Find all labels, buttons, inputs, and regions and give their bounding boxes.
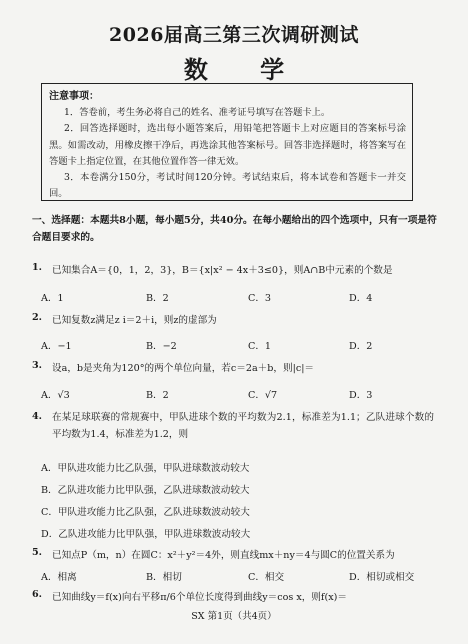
question-text: 已知曲线y＝f(x)向右平移π/6个单位长度得到曲线y＝cos x，则f(x)＝ — [52, 592, 347, 603]
question-4-text: 在某足球联赛的常规赛中，甲队进球个数的平均数为2.1，标准差为1.1；乙队进球个数的平均数为1.4，标准差为1.2，则 — [52, 412, 434, 440]
question-number: 1. — [32, 262, 43, 273]
question-text: 已知复数z满足z i＝2＋i，则z的虚部为 — [52, 315, 217, 326]
option-d: D．相切或相交 — [349, 572, 415, 583]
option-b: B．相切 — [146, 572, 182, 583]
notice-item-3: 3．本卷满分150分，考试时间120分钟。考试结束后，将本试卷和答题卡一并交回。 — [49, 172, 406, 200]
page-footer: SX 第1页（共4页） — [191, 611, 277, 622]
section-1-text: 一、选择题：本题共8小题，每小题5分，共40分。在每小题给出的四个选项中，只有一项是符合题目要求的。 — [32, 215, 437, 243]
notice-item-2: 2．回答选择题时，选出每小题答案后，用铅笔把答题卡上对应题目的答案标号涂黑。如需改动，用橡皮擦干净后，再选涂其他答案标号。回答非选择题时，将答案写在答题卡上指定位置，在其他位置作答一律无效。 — [49, 123, 406, 167]
question-number: 3. — [32, 360, 43, 371]
question-number: 2. — [32, 312, 43, 323]
question-text: 已知集合A＝{0，1，2，3}，B＝{x|x² − 4x＋3≤0}，则A∩B中元素的个数是 — [52, 265, 393, 276]
option-c: C．相交 — [248, 572, 285, 583]
section-heading — [32, 212, 438, 246]
question-number: 5. — [32, 547, 43, 558]
option-a: A．1 — [41, 293, 64, 304]
option-a: A．甲队进攻能力比乙队强，甲队进球数波动较大 — [41, 463, 250, 474]
option-a: A．相离 — [41, 572, 77, 583]
option-a: A．√3 — [41, 390, 70, 401]
option-b: B．−2 — [146, 341, 177, 352]
option-d: D．乙队进攻能力比甲队强，甲队进球数波动较大 — [41, 529, 251, 540]
option-d: D．4 — [349, 293, 373, 304]
exam-title: 2026届高三第三次调研测试 — [109, 24, 359, 46]
question-text: 已知点P（m，n）在圆C：x²＋y²＝4外，则直线mx＋ny＝4与圆C的位置关系为 — [52, 550, 395, 561]
option-d: D．2 — [349, 341, 373, 352]
option-a: A．−1 — [41, 341, 72, 352]
notice-box — [41, 83, 413, 201]
option-b: B．2 — [146, 293, 169, 304]
question-text: 设a，b是夹角为120°的两个单位向量，若c＝2a＋b，则|c|＝ — [52, 363, 315, 374]
notice-heading: 注意事项： — [49, 91, 99, 102]
option-c: C．甲队进攻能力比乙队强，乙队进球数波动较大 — [41, 507, 250, 518]
option-b: B．乙队进攻能力比甲队强，乙队进球数波动较大 — [41, 485, 250, 496]
option-d: D．3 — [349, 390, 373, 401]
option-c: C．√7 — [248, 390, 278, 401]
question-number: 4. — [32, 411, 43, 422]
question-number: 6. — [32, 589, 43, 600]
notice-item-1: 1．答卷前，考生务必将自己的姓名、准考证号填写在答题卡上。 — [64, 107, 331, 119]
subject-title: 数 学 — [183, 55, 307, 84]
option-c: C．1 — [248, 341, 272, 352]
option-b: B．2 — [146, 390, 169, 401]
option-c: C．3 — [248, 293, 272, 304]
